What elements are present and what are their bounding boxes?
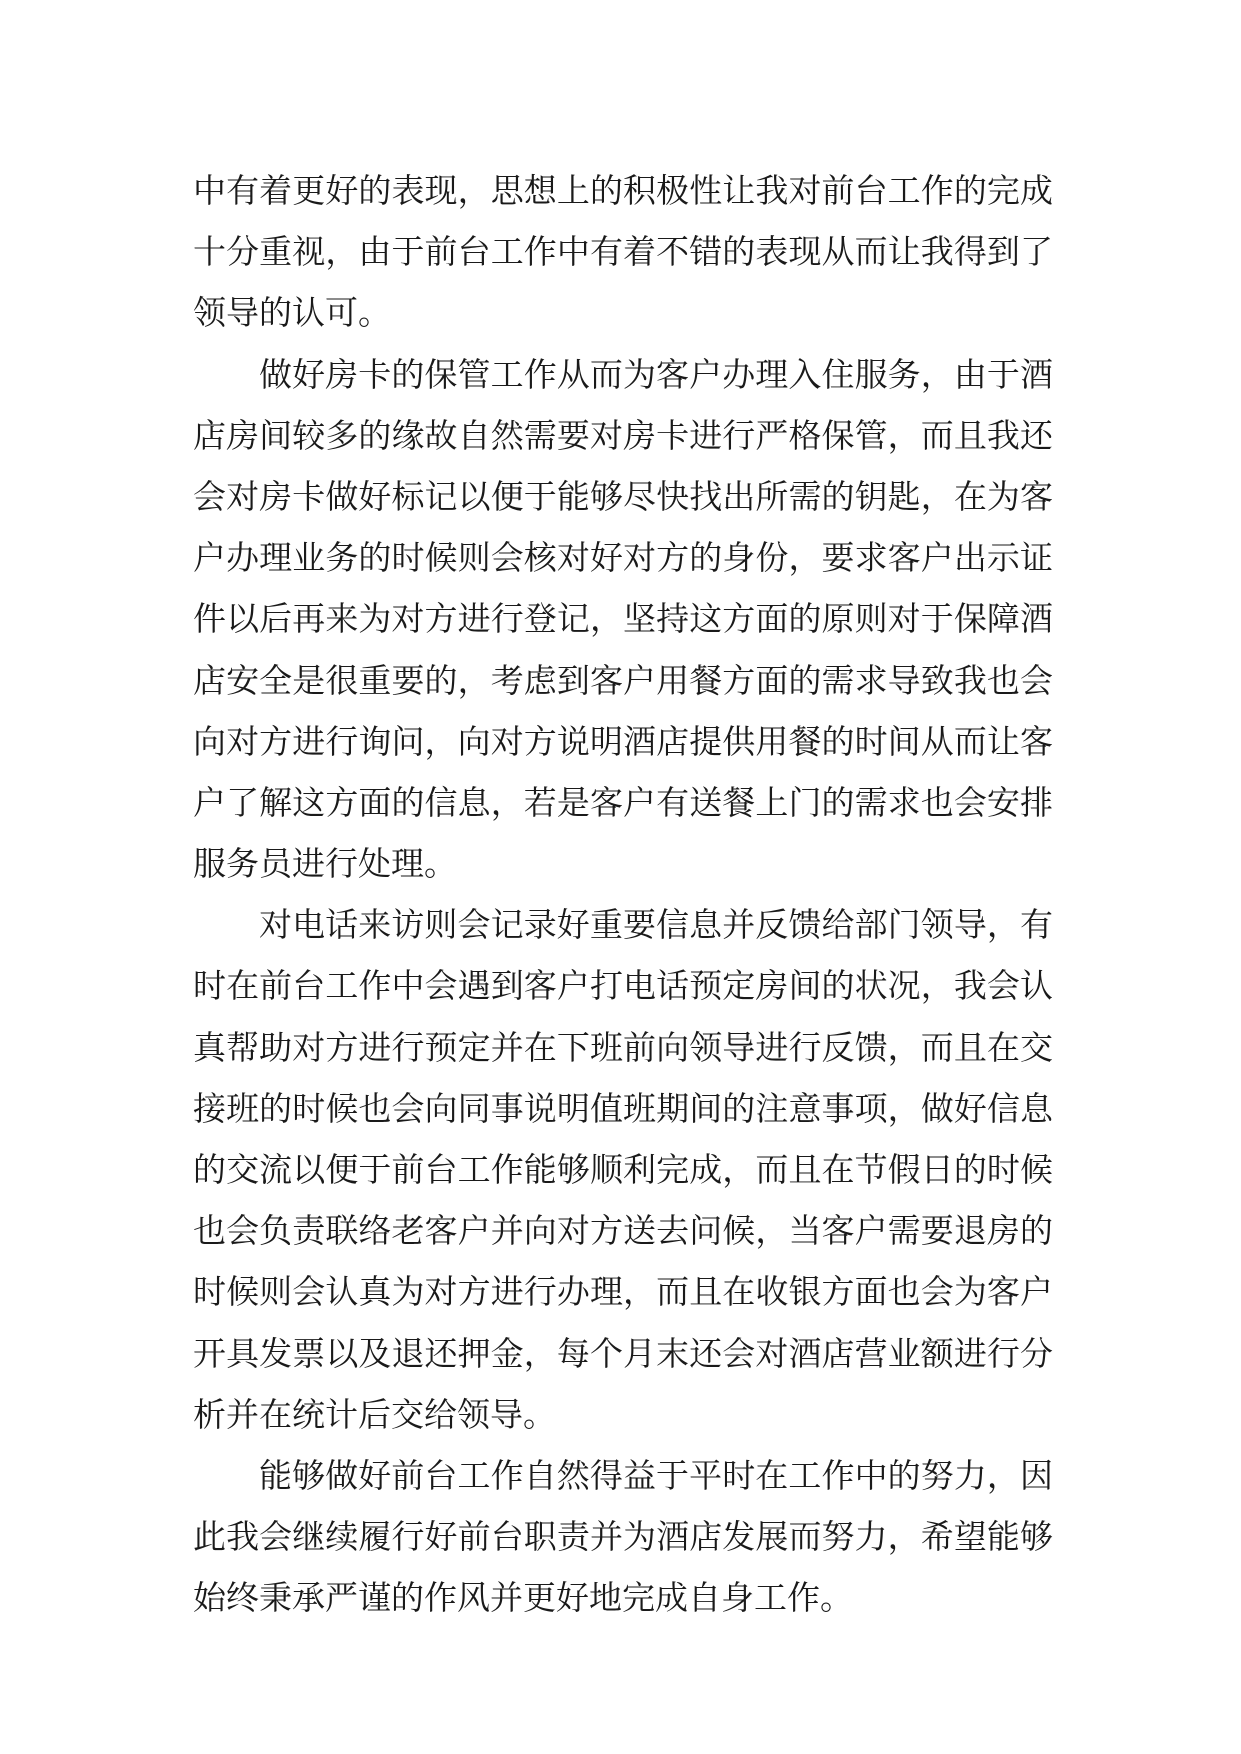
text-line: 店安全是很重要的，考虑到客户用餐方面的需求导致我也会 (193, 660, 1053, 700)
text-line: 做好房卡的保管工作从而为客户办理入住服务，由于酒 (259, 354, 1053, 394)
text-line: 此我会继续履行好前台职责并为酒店发展而努力，希望能够 (193, 1517, 1053, 1557)
text-line: 开具发票以及退还押金，每个月末还会对酒店营业额进行分 (193, 1333, 1053, 1373)
text-line: 对电话来访则会记录好重要信息并反馈给部门领导，有 (259, 905, 1053, 945)
text-line: 户了解这方面的信息，若是客户有送餐上门的需求也会安排 (193, 782, 1053, 822)
text-line: 十分重视，由于前台工作中有着不错的表现从而让我得到了 (193, 232, 1053, 272)
paragraph (193, 1445, 1053, 1629)
text-line: 向对方进行询问，向对方说明酒店提供用餐的时间从而让客 (193, 721, 1053, 761)
text-line: 也会负责联络老客户并向对方送去问候，当客户需要退房的 (193, 1211, 1053, 1251)
text-line: 店房间较多的缘故自然需要对房卡进行严格保管，而且我还 (193, 415, 1053, 455)
text-line: 件以后再来为对方进行登记，坚持这方面的原则对于保障酒 (193, 599, 1053, 639)
document-body (193, 160, 1053, 1629)
text-line: 时在前台工作中会遇到客户打电话预定房间的状况，我会认 (193, 966, 1053, 1006)
text-line: 户办理业务的时候则会核对好对方的身份，要求客户出示证 (193, 538, 1053, 578)
text-line: 中有着更好的表现，思想上的积极性让我对前台工作的完成 (193, 171, 1053, 210)
paragraph (193, 894, 1053, 1445)
text-line: 真帮助对方进行预定并在下班前向领导进行反馈，而且在交 (193, 1027, 1053, 1067)
text-line: 能够做好前台工作自然得益于平时在工作中的努力，因 (259, 1455, 1053, 1495)
text-line: 的交流以便于前台工作能够顺利完成，而且在节假日的时候 (193, 1150, 1053, 1189)
text-line: 时候则会认真为对方进行办理，而且在收银方面也会为客户 (193, 1272, 1053, 1312)
text-line: 领导的认可。 (193, 293, 391, 333)
text-line: 服务员进行处理。 (193, 844, 457, 884)
paragraph (193, 344, 1053, 895)
text-line: 析并在统计后交给领导。 (193, 1394, 556, 1434)
text-line: 会对房卡做好标记以便于能够尽快找出所需的钥匙，在为客 (193, 476, 1053, 516)
text-line: 始终秉承严谨的作风并更好地完成自身工作。 (193, 1578, 853, 1618)
paragraph (193, 160, 1053, 344)
text-line: 接班的时候也会向同事说明值班期间的注意事项，做好信息 (193, 1088, 1053, 1128)
